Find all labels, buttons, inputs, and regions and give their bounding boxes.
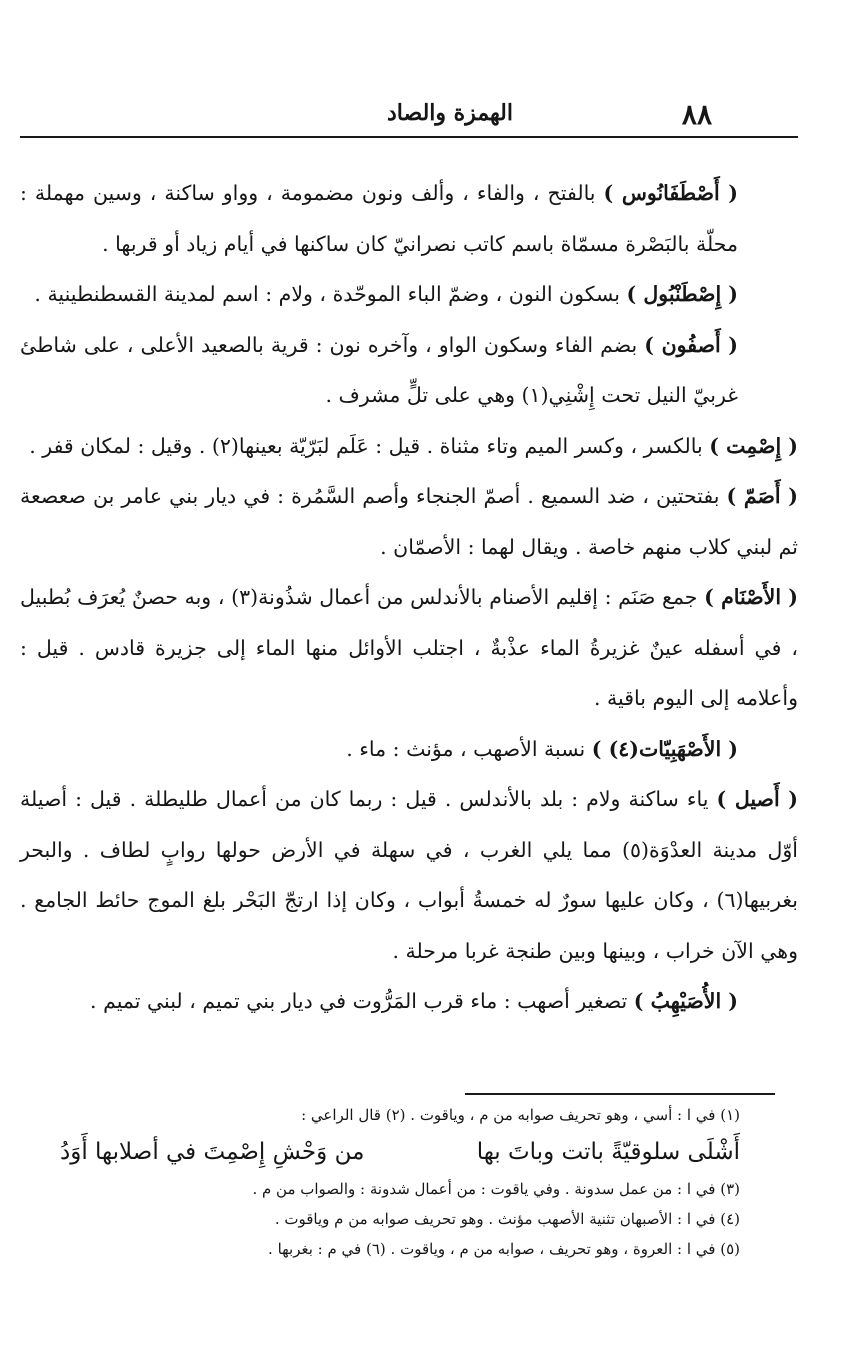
entry-text: ياء ساكنة ولام : بلد بالأندلس . قيل : ربما كان من أعمال طليطلة . قيل : أصيلة أوّل مدينة العدْوَة(٥) مما يلي الغرب ، في سهلة في الأرض حولها روابٍ لطاف . والبحر بغربيها(٦) ، وكان عليها سورٌ له خمسةُ أبواب ، وكان إذا ارتجّ البَحْر بلغ الموج حائط الجامع . وهي الآن خراب ، وبينها وبين طنجة غربا مرحلة .: [20, 787, 798, 963]
running-head: الهمزة والصاد: [386, 100, 514, 126]
footnotes: [60, 1100, 740, 1264]
entry: [20, 168, 798, 269]
page-header: [20, 92, 800, 132]
poem-first-hemistich: أَشْلَى سلوقيّةً باتت وباتَ بها: [476, 1139, 740, 1165]
entry-headword: ( إِصْمِت ): [709, 433, 798, 458]
entry-text: بالفتح ، والفاء ، وألف ونون مضمومة ، وواو ساكنة ، وسين مهملة : محلّة بالبَصْرة مسمّاة باسم كاتب نصرانيّ كان ساكنها في أيام زياد أو قربها .: [20, 181, 738, 256]
entry: [20, 269, 798, 320]
footnote-rule: [465, 1093, 775, 1095]
entry-headword: ( الأَصْنَام ): [704, 585, 798, 609]
entry-headword: ( أَصْطَفَانُوس ): [603, 181, 738, 205]
poem-second-hemistich: من وَحْشِ إِصْمِتَ في أصلابها أَوَدُ: [60, 1139, 365, 1165]
entry-headword: ( أَصفُون ): [644, 332, 738, 357]
entry: [20, 774, 798, 976]
entry: [20, 320, 798, 421]
entry-text: بسكون النون ، وضمّ الباء الموحّدة ، ولام : اسم لمدينة القسطنطينية .: [34, 282, 627, 306]
entry-text: بفتحتين ، ضد السميع . أصمّ الجنجاء وأصم السَّمُرة : في ديار بني عامر بن صعصعة ثم لبني كلاب منهم خاصة . ويقال لهما : الأصمّان .: [20, 484, 798, 559]
entry-headword: ( الأُصَيْهِبُ ): [633, 989, 738, 1013]
entry-text: تصغير أصهب : ماء قرب المَرُّوت في ديار بني تميم ، لبني تميم .: [90, 989, 634, 1013]
entry: [20, 471, 798, 572]
entry-text: نسبة الأصهب ، مؤنث : ماء .: [346, 736, 592, 761]
entry: [20, 421, 798, 472]
entry-text: بالكسر ، وكسر الميم وتاء مثناة . قيل : عَلَم لبَرّيّة بعينها(٢) . وقيل : لمكان قفر .: [29, 433, 710, 458]
entry: [20, 724, 798, 775]
main-text: [20, 168, 798, 1027]
page-number: ٨٨: [681, 98, 712, 131]
entry-text: جمع صَنَم : إقليم الأصنام بالأندلس من أعمال شذُونة(٣) ، وبه حصنٌ يُعرَف بُطبيل ، في أسفله عينٌ غزيرةُ الماء عذْبةٌ ، اجتلب الأوائل منها الماء إلى جزيرة قادس . قيل : وأعلامه إلى اليوم باقية .: [20, 585, 798, 710]
entry: [20, 572, 798, 724]
entry-text: بضم الفاء وسكون الواو ، وآخره نون : قرية بالصعيد الأعلى ، على شاطئ غربيّ النيل تحت إِشْنِي(١) وهي على تلٍّ مشرف .: [20, 332, 738, 407]
footnote-line: (٣) في ا : من عمل سدونة . وفي ياقوت : من أعمال شدونة : والصواب من م .: [252, 1180, 740, 1198]
footnote-line: (١) في ا : أسي ، وهو تحريف صوابه من م ، وياقوت . (٢) قال الراعي :: [301, 1106, 740, 1124]
footnote-line: (٥) في ا : العروة ، وهو تحريف ، صوابه من م ، وياقوت . (٦) في م : بغربها .: [268, 1240, 740, 1258]
footnote-line: (٤) في ا : الأصبهان تثنية الأصهب مؤنث . وهو تحريف صوابه من م وياقوت .: [274, 1210, 740, 1228]
entry-headword: ( إِصْطَنْبُول ): [626, 282, 738, 306]
footnote-poem: [60, 1130, 740, 1174]
entry-headword: ( أَصَمّ ): [726, 484, 798, 508]
header-rule: [20, 136, 798, 138]
entry: [20, 976, 798, 1027]
entry-headword: ( أَصيل ): [716, 787, 798, 811]
entry-headword: ( الأَصْهَبِيّات(٤) ): [591, 736, 738, 761]
